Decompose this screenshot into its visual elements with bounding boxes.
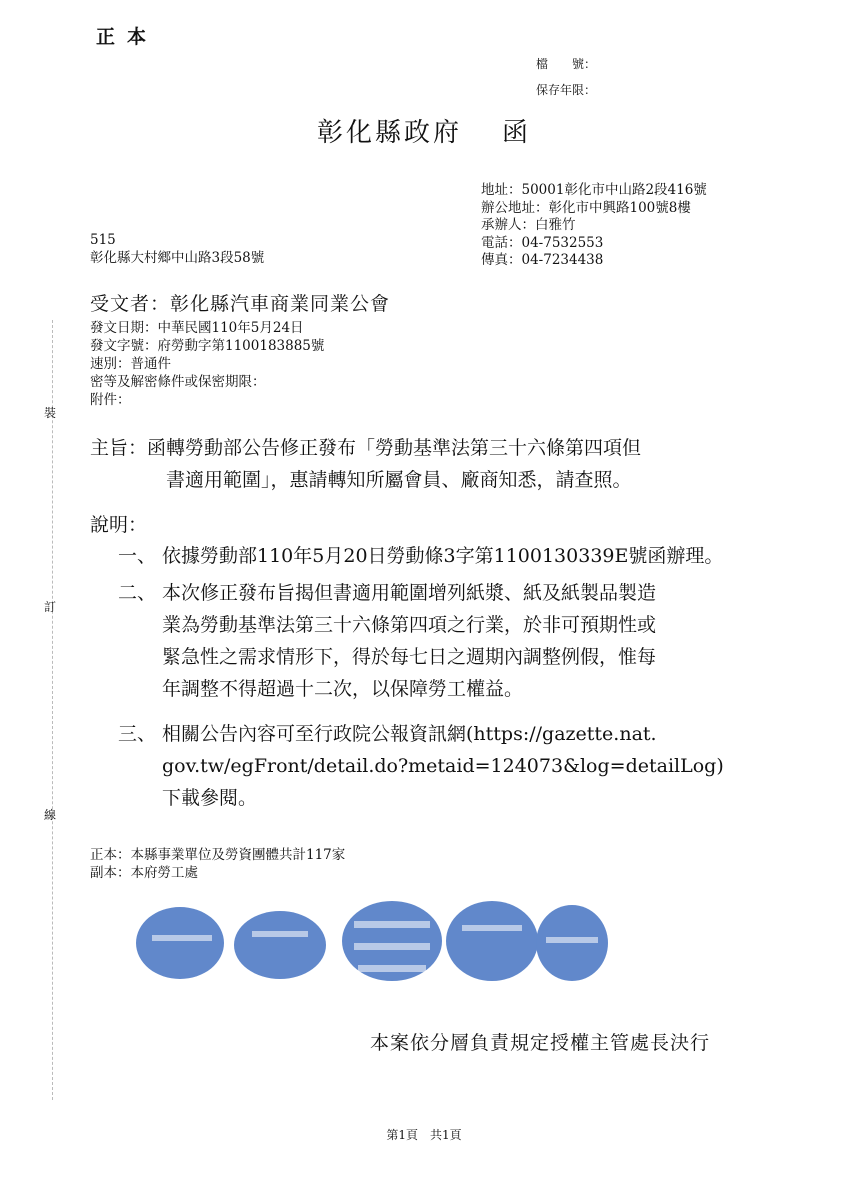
item-number: 三、 (118, 723, 157, 745)
confidentiality: 密等及解密條件或保密期限： (90, 374, 266, 390)
fax-number: 傳真：04-7234438 (481, 252, 604, 268)
subject-line-2: 書適用範圍」，惠請轉知所屬會員、廠商知悉，請查照。 (166, 469, 632, 491)
agency-name: 彰化縣政府 (316, 118, 462, 148)
copy-type-label: 正本 (96, 26, 159, 48)
urgency: 速別：普通件 (90, 356, 171, 372)
explanation-item-2 (118, 577, 768, 705)
item-text: 下載參閱。 (162, 787, 258, 809)
file-number-label: 檔 號： (536, 57, 597, 71)
recipient-line: 受文者：彰化縣汽車商業同業公會 (90, 293, 391, 315)
sender-contact (481, 182, 707, 270)
binding-mark-middle: 訂 (44, 600, 57, 614)
binding-mark-bottom: 線 (44, 808, 57, 822)
document-kind: 函 (502, 118, 532, 148)
item-text: 依據勞動部110年5月20日勞動條3字第1100130339E號函辦理。 (162, 545, 724, 567)
explanation-item-3 (118, 718, 768, 814)
issue-date: 發文日期：中華民國110年5月24日 (90, 320, 304, 336)
subject-line-1: 主旨：函轉勞動部公告修正發布「勞動基準法第三十六條第四項但 (90, 437, 642, 459)
phone-number: 電話：04-7532553 (481, 234, 604, 251)
signature-stamp (132, 885, 612, 995)
item-text: 緊急性之需求情形下，得於每七日之週期內調整例假，惟每 (162, 646, 657, 668)
case-officer: 承辦人：白雅竹 (481, 217, 576, 233)
page-indicator: 第1頁 共1頁 (386, 1128, 462, 1142)
recipient-postal (90, 232, 264, 267)
postal-code: 515 (90, 232, 116, 248)
item-text: 業為勞動基準法第三十六條第四項之行業，於非可預期性或 (162, 614, 657, 636)
attachments: 附件： (90, 392, 131, 408)
item-number: 二、 (118, 582, 157, 604)
office-address: 辦公地址：彰化市中興路100號8樓 (481, 199, 691, 216)
document-meta (90, 319, 324, 409)
document-title (0, 112, 848, 149)
item-text: 本次修正發布旨揭但書適用範圍增列紙漿、紙及紙製品製造 (162, 582, 657, 604)
original-recipients: 正本：本縣事業單位及勞資團體共計117家 (90, 847, 346, 863)
subject (90, 432, 641, 496)
sender-address: 地址：50001彰化市中山路2段416號 (481, 182, 707, 198)
copy-recipients: 副本：本府勞工處 (90, 865, 198, 881)
postal-address: 彰化縣大村鄉中山路3段58號 (90, 249, 265, 266)
gazette-link: gov.tw/egFront/detail.do?metaid=124073&log=detailLog) (162, 755, 724, 777)
item-number: 一、 (118, 545, 157, 567)
explanation-item-1 (118, 540, 768, 572)
document-number: 發文字號：府勞動字第1100183885號 (90, 338, 325, 354)
retention-period-label: 保存年限： (536, 83, 597, 97)
explanation-heading: 說明： (90, 514, 148, 536)
item-text: 年調整不得超過十二次，以保障勞工權益。 (162, 678, 524, 700)
binding-mark-top: 裝 (44, 406, 57, 420)
distribution-list (90, 846, 345, 882)
delegation-note: 本案依分層負責規定授權主管處長決行 (370, 1032, 711, 1054)
item-text: 相關公告內容可至行政院公報資訊網(https://gazette.nat. (162, 723, 657, 745)
binding-line (52, 320, 53, 1100)
